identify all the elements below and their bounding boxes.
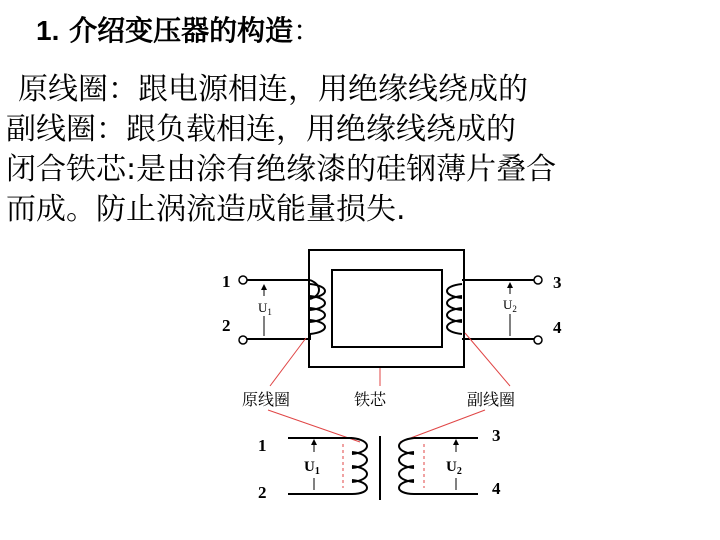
schematic-terminal-1: 1 [258, 436, 267, 455]
schematic-terminal-4: 4 [492, 479, 501, 498]
secondary-coil-description: 副线圈：跟负载相连，用绝缘线绕成的 [6, 112, 516, 147]
primary-coil-description: 原线圈：跟电源相连，用绝缘线绕成的 [18, 72, 528, 107]
u2-label: $U_2$ [503, 297, 517, 314]
schematic-terminal-3: 3 [492, 426, 501, 445]
iron-core-description-continued: 而成。防止涡流造成能量损失. [6, 192, 406, 227]
heading-text: 介绍变压器的构造 [69, 14, 294, 47]
schematic-u2-label: $U_2$ [446, 459, 462, 477]
primary-winding [244, 280, 325, 339]
label-iron-core: 铁芯 [354, 390, 387, 409]
u1-label: $U_1$ [258, 300, 272, 317]
iron-core-description: 闭合铁芯:是由涂有绝缘漆的硅钢薄片叠合 [6, 152, 557, 187]
secondary-winding [447, 280, 536, 339]
label-secondary-coil: 副线圈 [467, 390, 516, 409]
terminal-label-3: 3 [553, 273, 562, 292]
terminal-2 [239, 336, 247, 344]
terminal-label-4: 4 [553, 318, 562, 337]
terminal-label-2: 2 [222, 316, 231, 335]
terminal-1 [239, 276, 247, 284]
schematic-terminal-2: 2 [258, 483, 267, 502]
terminal-label-1: 1 [222, 272, 231, 291]
label-primary-coil: 原线圈 [242, 390, 291, 409]
transformer-core [309, 250, 464, 367]
heading-number: 1. [36, 15, 60, 46]
terminal-4 [534, 336, 542, 344]
leader-lines [268, 333, 510, 442]
schematic-u1-label: $U_1$ [304, 459, 320, 477]
terminal-3 [534, 276, 542, 284]
schematic-secondary-winding [399, 438, 478, 494]
schematic-primary-winding [288, 438, 367, 494]
heading-colon: ： [293, 14, 322, 47]
